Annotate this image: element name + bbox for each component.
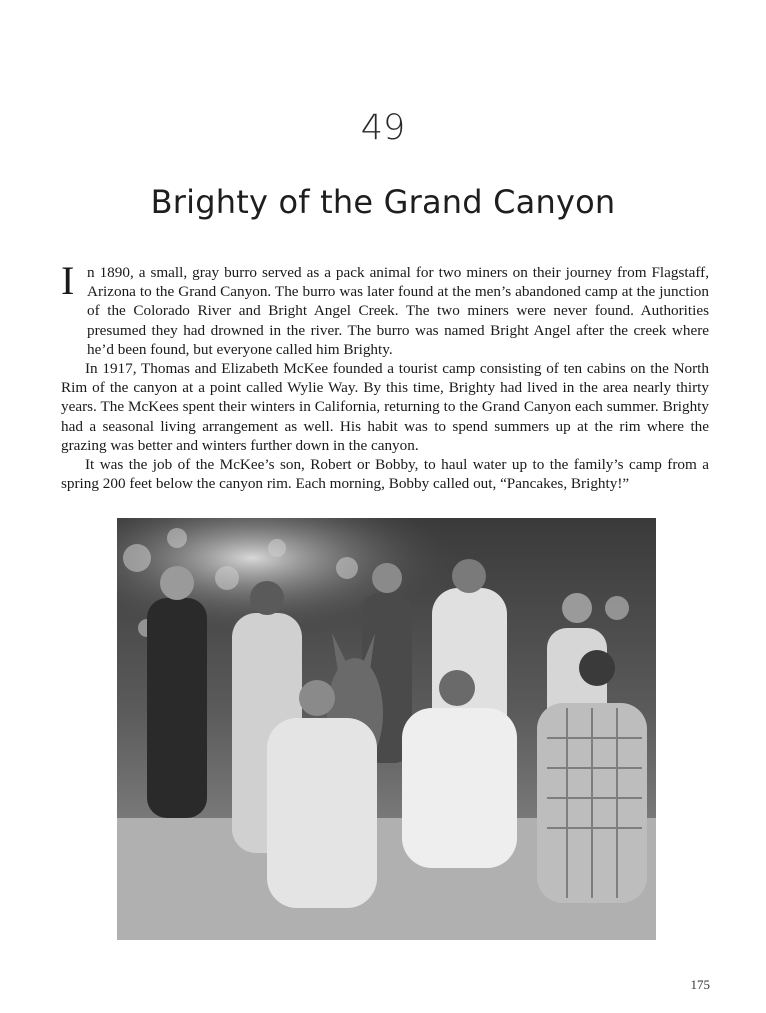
chapter-number: 49 (360, 108, 406, 148)
group-photo-with-burro (117, 518, 656, 940)
page-number: 175 (690, 977, 710, 992)
chapter-title: Brighty of the Grand Canyon (150, 183, 616, 221)
historical-photograph (117, 518, 656, 940)
drop-cap: I (61, 258, 75, 303)
paragraph-1 (61, 258, 709, 359)
paragraph-3: It was the job of the McKee’s son, Robert or Bobby, to haul water up to the family’s camp from a spring 200 feet below the canyon rim. Each morning, Bobby called out, “Pancakes, Brighty!” (61, 456, 709, 493)
body-text (61, 258, 709, 493)
paragraph-2: In 1917, Thomas and Elizabeth McKee founded a tourist camp consisting of ten cabins on the North Rim of the canyon at a point called Wylie Way. By this time, Brighty had lived in the area nearly thirty years. The McKees spent their winters in California, returning to the Grand Canyon each summer. Brighty had a seasonal living arrangement as well. His habit was to spend summers up at the rim where the grazing was better and winters further down in the canyon. (61, 360, 709, 454)
paragraph-1-text: n 1890, a small, gray burro served as a pack animal for two miners on their journey from Flagstaff, Arizona to the Grand Canyon. The burro was later found at the men’s abandoned camp at the junction of the Colorado River and Bright Angel Creek. The two miners were never found. Authorities presumed they had drowned in the river. The burro was named Bright Angel after the creek where he’d been found, but everyone called him Brighty. (87, 264, 709, 358)
